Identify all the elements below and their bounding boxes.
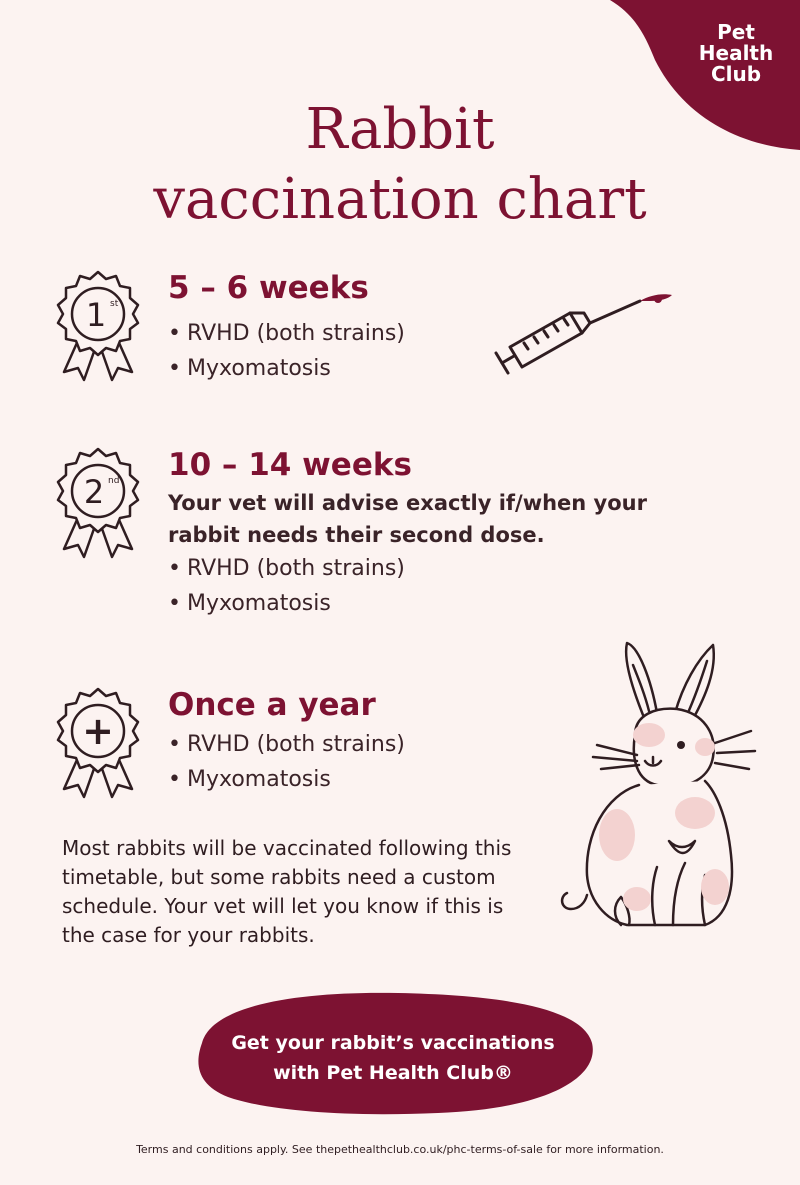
- page-title: [0, 95, 800, 235]
- list-item: • Myxomatosis: [168, 586, 708, 621]
- section-note: Your vet will advise exactly if/when your rabbit needs their second dose.: [168, 491, 647, 547]
- schedule-disclaimer: Most rabbits will be vaccinated following this timetable, but some rabbits need a custom schedule. Your vet will let you know if this is the case for your rabbits.: [62, 836, 512, 947]
- badge-number: 1: [85, 296, 107, 334]
- rosette-icon: [50, 685, 146, 803]
- syringe-icon: [490, 285, 680, 385]
- list-item: • Myxomatosis: [168, 351, 708, 386]
- list-item: • RVHD (both strains): [168, 727, 708, 762]
- title-line-1: Rabbit: [305, 97, 495, 162]
- rabbit-illustration: [555, 635, 760, 945]
- badge-suffix: nd: [108, 476, 120, 486]
- list-item: • RVHD (both strains): [168, 316, 708, 351]
- logo-line-3: Club: [710, 62, 762, 86]
- badge-plus: +: [82, 709, 114, 753]
- pet-health-club-logo[interactable]: [686, 22, 786, 85]
- badge-number: 2: [83, 473, 105, 511]
- title-line-2: vaccination chart: [153, 167, 647, 232]
- logo-line-1: Pet: [717, 20, 755, 44]
- logo-line-2: Health: [698, 41, 774, 65]
- cta-line-1: Get your rabbit’s vaccinations: [231, 1032, 555, 1054]
- list-item: • RVHD (both strains): [168, 551, 708, 586]
- terms-text: Terms and conditions apply. See thepethealthclub.co.uk/phc-terms-of-sale for more information.: [136, 1143, 664, 1156]
- cta-line-2: with Pet Health Club®: [273, 1062, 513, 1084]
- rosette-icon: [50, 445, 146, 563]
- rosette-icon: [50, 268, 146, 386]
- section-heading: 5 – 6 weeks: [168, 270, 369, 306]
- badge-suffix: st: [110, 299, 119, 309]
- cta-button[interactable]: [188, 1028, 598, 1088]
- list-item: • Myxomatosis: [168, 762, 708, 797]
- section-heading: Once a year: [168, 687, 376, 723]
- section-heading: 10 – 14 weeks: [168, 447, 412, 483]
